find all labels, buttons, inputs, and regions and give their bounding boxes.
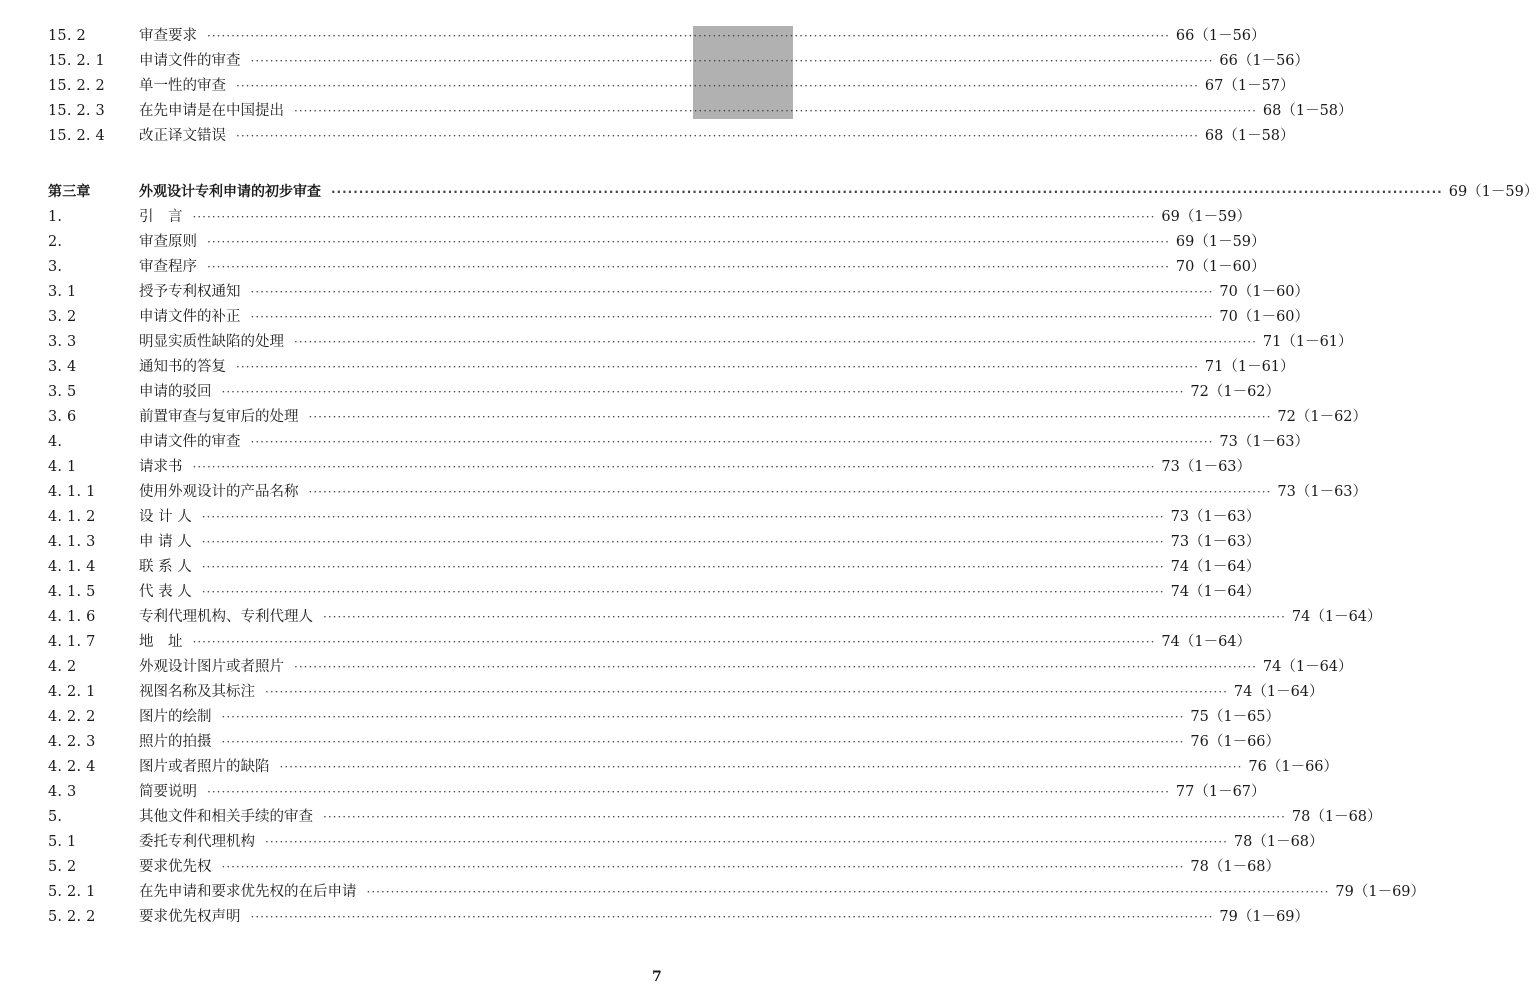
toc-dot-leader: ········································································································································································································ (323, 610, 1286, 624)
toc-entry (48, 355, 1295, 380)
toc-entry-title: 专利代理机构、专利代理人 (139, 609, 313, 625)
toc-dot-leader: ········································································································································································································ (308, 485, 1272, 499)
toc-entry-title: 申请文件的审查 (139, 434, 241, 450)
toc-entry-title: 明显实质性缺陷的处理 (139, 334, 284, 350)
toc-dot-leader: ········································································································································································································ (192, 460, 1156, 474)
toc-entry-page: 71（1－61） (1262, 334, 1353, 350)
toc-entry-page: 69（1－59） (1161, 209, 1252, 225)
toc-entry-number: 4. 1. 6 (48, 609, 96, 625)
toc-entry-page: 76（1－66） (1190, 734, 1281, 750)
toc-entry-number: 15. 2. 4 (48, 128, 105, 144)
toc-entry-title: 委托专利代理机构 (139, 834, 255, 850)
toc-dot-leader: ········································································································································································································ (294, 660, 1257, 674)
toc-entry-title: 改正译文错误 (139, 128, 226, 144)
toc-dot-leader: ········································································································································································································ (250, 285, 1214, 299)
toc-entry (48, 430, 1310, 455)
toc-entry-number: 1. (48, 209, 63, 225)
toc-dot-leader: ········································································································································································································ (221, 710, 1185, 724)
toc-entry (48, 330, 1353, 355)
toc-dot-leader: ········································································································································································································ (192, 210, 1156, 224)
toc-entry-title: 请求书 (139, 459, 183, 475)
toc-entry-page: 70（1－60） (1175, 259, 1266, 275)
toc-entry-page: 74（1－64） (1233, 684, 1324, 700)
toc-entry-page: 76（1－66） (1248, 759, 1339, 775)
toc-entry-title: 设 计 人 (139, 509, 192, 525)
toc-entry (48, 730, 1281, 755)
toc-entry-number: 4. 1. 2 (48, 509, 96, 525)
toc-entry-title: 在先申请是在中国提出 (139, 103, 284, 119)
toc-dot-leader: ········································································································································································································ (331, 185, 1443, 199)
toc-entry-title: 通知书的答复 (139, 359, 226, 375)
toc-entry-number: 15. 2. 3 (48, 103, 105, 119)
toc-entry-title: 照片的拍摄 (139, 734, 212, 750)
toc-entry-page: 70（1－60） (1219, 309, 1310, 325)
toc-dot-leader: ········································································································································································································ (250, 54, 1214, 68)
toc-entry-page: 74（1－64） (1170, 584, 1261, 600)
toc-entry-page: 73（1－63） (1170, 534, 1261, 550)
toc-entry-page: 74（1－64） (1262, 659, 1353, 675)
toc-entry-page: 79（1－69） (1219, 909, 1310, 925)
toc-dot-leader: ········································································································································································································ (236, 360, 1199, 374)
toc-entry (48, 380, 1281, 405)
toc-dot-leader: ········································································································································································································ (201, 535, 1165, 549)
toc-entry-title: 地 址 (139, 634, 183, 650)
toc-entry-number: 2. (48, 234, 63, 250)
toc-dot-leader: ········································································································································································································ (221, 860, 1185, 874)
toc-entry (48, 705, 1281, 730)
toc-entry-page: 68（1－58） (1204, 128, 1295, 144)
toc-dot-leader: ········································································································································································································ (201, 560, 1165, 574)
toc-dot-leader: ········································································································································································································ (207, 785, 1170, 799)
toc-entry-number: 5. 1 (48, 834, 77, 850)
toc-entry (48, 855, 1281, 880)
toc-entry-page: 79（1－69） (1335, 884, 1426, 900)
toc-entry (48, 305, 1310, 330)
toc-entry-page: 73（1－63） (1161, 459, 1252, 475)
toc-entry (48, 605, 1382, 630)
toc-entry-page: 73（1－63） (1170, 509, 1261, 525)
toc-dot-leader: ········································································································································································································ (265, 835, 1228, 849)
toc-entry (48, 24, 1266, 49)
toc-dot-leader: ········································································································································································································ (250, 910, 1214, 924)
toc-entry-page: 69（1－59） (1448, 184, 1538, 200)
toc-entry-page: 78（1－68） (1291, 809, 1382, 825)
toc-dot-leader: ········································································································································································································ (201, 510, 1165, 524)
toc-entry-title: 前置审查与复审后的处理 (139, 409, 299, 425)
toc-entry-title: 图片或者照片的缺陷 (139, 759, 270, 775)
toc-dot-leader: ········································································································································································································ (201, 585, 1165, 599)
toc-entry-page: 66（1－56） (1175, 28, 1266, 44)
toc-entry-number: 5. (48, 809, 63, 825)
toc-entry-number: 15. 2. 1 (48, 53, 105, 69)
toc-entry (48, 405, 1368, 430)
toc-entry-title: 联 系 人 (139, 559, 192, 575)
toc-entry-number: 3. 2 (48, 309, 77, 325)
toc-entry (48, 230, 1266, 255)
toc-entry-number: 15. 2 (48, 28, 86, 44)
toc-entry-title: 要求优先权 (139, 859, 212, 875)
toc-entry-number: 4. 1. 1 (48, 484, 96, 500)
toc-entry-page: 78（1－68） (1233, 834, 1324, 850)
toc-entry (48, 480, 1368, 505)
toc-entry-number: 3. 4 (48, 359, 77, 375)
toc-entry-number: 4. 2. 4 (48, 759, 96, 775)
toc-entry-number: 4. 1 (48, 459, 77, 475)
toc-dot-leader: ········································································································································································································ (265, 685, 1228, 699)
toc-entry-number: 5. 2 (48, 859, 77, 875)
toc-entry (48, 580, 1261, 605)
toc-entry-page: 74（1－64） (1291, 609, 1382, 625)
toc-entry-number: 4. 1. 4 (48, 559, 96, 575)
toc-dot-leader: ········································································································································································································ (308, 410, 1272, 424)
toc-entry-title: 审查程序 (139, 259, 197, 275)
toc-entry (48, 530, 1261, 555)
toc-entry-title: 申请文件的补正 (139, 309, 241, 325)
toc-entry-title: 外观设计图片或者照片 (139, 659, 284, 675)
toc-entry (48, 880, 1426, 905)
toc-entry-number: 5. 2. 2 (48, 909, 96, 925)
toc-entry-page: 72（1－62） (1190, 384, 1281, 400)
toc-entry-page: 66（1－56） (1219, 53, 1310, 69)
toc-entry-page: 74（1－64） (1170, 559, 1261, 575)
toc-dot-leader: ········································································································································································································ (192, 635, 1156, 649)
toc-entry-title: 使用外观设计的产品名称 (139, 484, 299, 500)
toc-dot-leader: ········································································································································································································ (221, 385, 1185, 399)
toc-entry-title: 视图名称及其标注 (139, 684, 255, 700)
toc-entry (48, 74, 1295, 99)
toc-entry-title: 申请的驳回 (139, 384, 212, 400)
toc-entry-title: 单一性的审查 (139, 78, 226, 94)
toc-dot-leader: ········································································································································································································ (366, 885, 1330, 899)
toc-entry-page: 75（1－65） (1190, 709, 1281, 725)
toc-entry (48, 280, 1310, 305)
toc-entry-number: 4. 2. 1 (48, 684, 96, 700)
toc-entry-title: 其他文件和相关手续的审查 (139, 809, 313, 825)
toc-entry (48, 205, 1252, 230)
toc-entry-title: 授予专利权通知 (139, 284, 241, 300)
toc-entry (48, 99, 1353, 124)
toc-entry (48, 755, 1339, 780)
toc-entry-title: 代 表 人 (139, 584, 192, 600)
toc-entry-title: 简要说明 (139, 784, 197, 800)
toc-entry (48, 49, 1310, 74)
toc-dot-leader: ········································································································································································································ (207, 235, 1170, 249)
toc-entry-number: 5. 2. 1 (48, 884, 96, 900)
toc-entry-number: 4. 1. 5 (48, 584, 96, 600)
toc-dot-leader: ········································································································································································································ (250, 310, 1214, 324)
toc-entry-number: 3. (48, 259, 63, 275)
toc-entry (48, 505, 1261, 530)
toc-entry-number: 4. (48, 434, 63, 450)
toc-entry-title: 审查原则 (139, 234, 197, 250)
toc-dot-leader: ········································································································································································································ (323, 810, 1286, 824)
toc-entry (48, 455, 1252, 480)
toc-dot-leader: ········································································································································································································ (236, 129, 1199, 143)
toc-entry-title: 在先申请和要求优先权的在后申请 (139, 884, 357, 900)
toc-entry-number: 3. 5 (48, 384, 77, 400)
toc-entry-page: 69（1－59） (1175, 234, 1266, 250)
toc-entry-title: 申 请 人 (139, 534, 192, 550)
toc-entry-title: 图片的绘制 (139, 709, 212, 725)
toc-entry-page: 72（1－62） (1277, 409, 1368, 425)
toc-entry-page: 74（1－64） (1161, 634, 1252, 650)
toc-entry (48, 905, 1310, 930)
toc-entry-page: 78（1－68） (1190, 859, 1281, 875)
toc-dot-leader: ········································································································································································································ (221, 735, 1185, 749)
toc-entry-page: 68（1－58） (1262, 103, 1353, 119)
toc-entry-number: 3. 1 (48, 284, 77, 300)
toc-dot-leader: ········································································································································································································ (236, 79, 1199, 93)
toc-entry-page: 67（1－57） (1204, 78, 1295, 94)
toc-entry-number: 4. 1. 7 (48, 634, 96, 650)
toc-entry (48, 555, 1261, 580)
toc-dot-leader: ········································································································································································································ (207, 260, 1170, 274)
toc-dot-leader: ········································································································································································································ (207, 29, 1170, 43)
toc-entry (48, 830, 1324, 855)
toc-entry-number: 3. 3 (48, 334, 77, 350)
toc-entry-number: 第三章 (48, 184, 91, 200)
toc-entry-number: 4. 2. 2 (48, 709, 96, 725)
toc-entry-number: 15. 2. 2 (48, 78, 105, 94)
toc-entry-page: 70（1－60） (1219, 284, 1310, 300)
toc-entry-page: 73（1－63） (1277, 484, 1368, 500)
toc-entry-number: 4. 1. 3 (48, 534, 96, 550)
toc-entry-title: 引 言 (139, 209, 183, 225)
toc-dot-leader: ········································································································································································································ (279, 760, 1243, 774)
toc-entry-page: 77（1－67） (1175, 784, 1266, 800)
toc-dot-leader: ········································································································································································································ (294, 104, 1257, 118)
toc-entry-number: 4. 3 (48, 784, 77, 800)
toc-entry (48, 124, 1295, 149)
toc-entry (48, 630, 1252, 655)
toc-entry-page: 71（1－61） (1204, 359, 1295, 375)
toc-dot-leader: ········································································································································································································ (250, 435, 1214, 449)
toc-dot-leader: ········································································································································································································ (294, 335, 1257, 349)
toc-entry-title: 审查要求 (139, 28, 197, 44)
toc-chapter-heading (48, 180, 1538, 205)
toc-entry-number: 3. 6 (48, 409, 77, 425)
toc-entry-number: 4. 2. 3 (48, 734, 96, 750)
toc-entry (48, 655, 1353, 680)
toc-entry-title: 外观设计专利申请的初步审查 (139, 184, 321, 200)
toc-entry-title: 要求优先权声明 (139, 909, 241, 925)
toc-entry (48, 680, 1324, 705)
toc-entry (48, 805, 1382, 830)
toc-entry-title: 申请文件的审查 (139, 53, 241, 69)
toc-entry (48, 780, 1266, 805)
page-number: 7 (652, 969, 662, 985)
toc-entry (48, 255, 1266, 280)
toc-entry-number: 4. 2 (48, 659, 77, 675)
toc-entry-page: 73（1－63） (1219, 434, 1310, 450)
